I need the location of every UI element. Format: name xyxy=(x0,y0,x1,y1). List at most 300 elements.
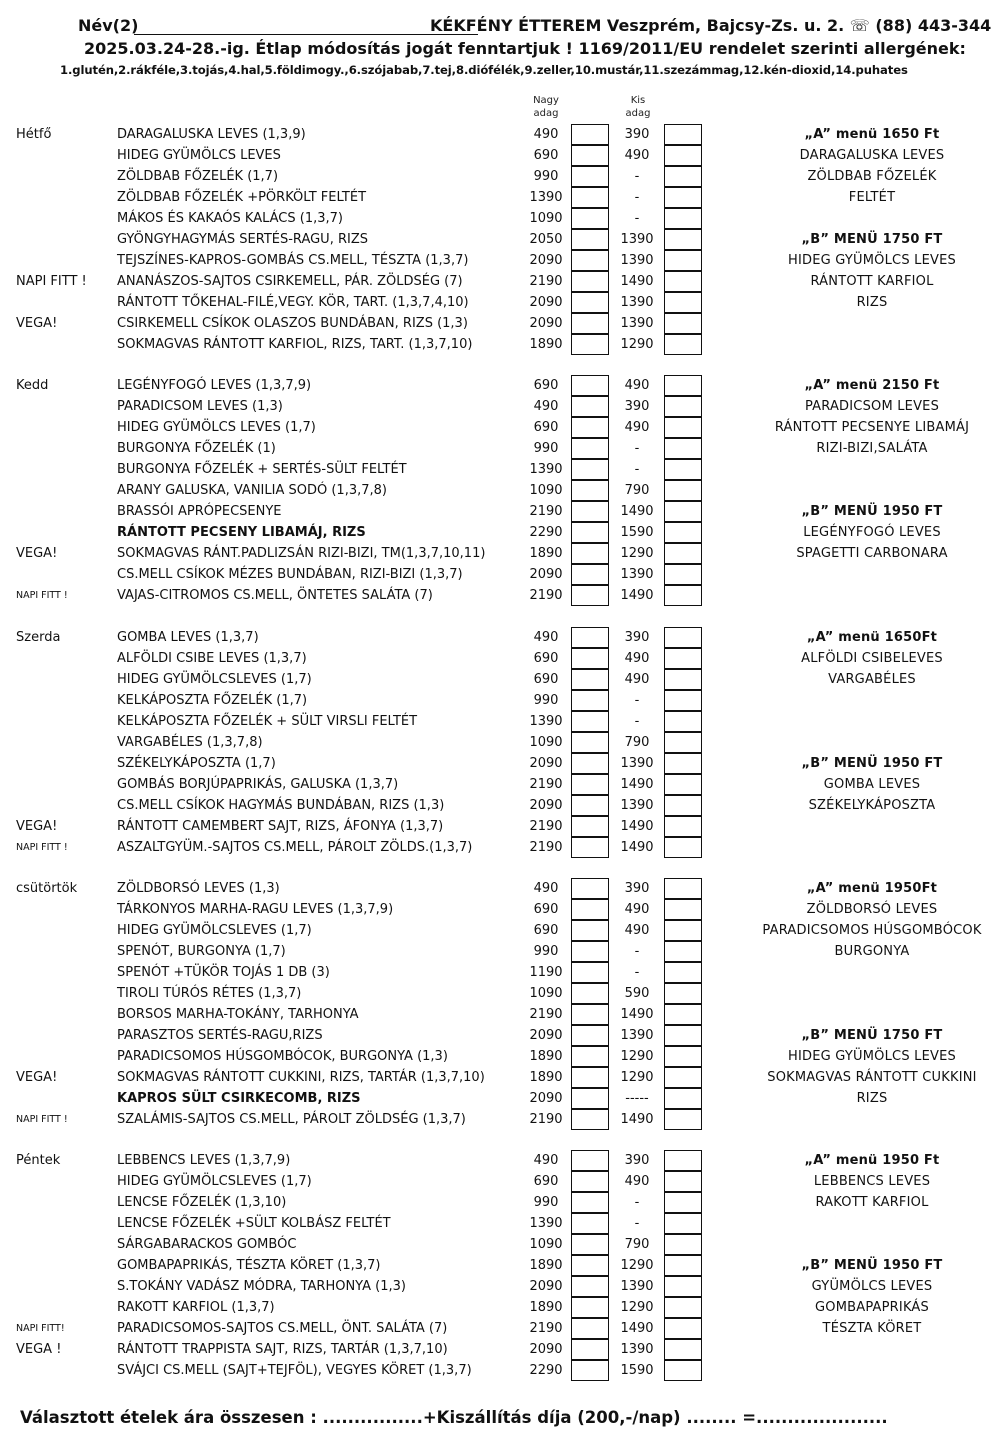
quantity-box-large[interactable] xyxy=(571,837,609,858)
price-small: 1490 xyxy=(620,839,654,855)
price-small: - xyxy=(634,964,640,980)
price-large: 1890 xyxy=(529,1048,563,1064)
quantity-box-small[interactable] xyxy=(664,229,702,250)
quantity-box-large[interactable] xyxy=(571,1318,609,1339)
price-small: 1490 xyxy=(620,818,654,834)
price-small: 1390 xyxy=(620,315,654,331)
quantity-box-small[interactable] xyxy=(664,1213,702,1234)
price-small: - xyxy=(634,1194,640,1210)
menu-row xyxy=(0,837,1000,858)
quantity-box-small[interactable] xyxy=(664,774,702,795)
menu-row xyxy=(0,1025,1000,1046)
price-large: 990 xyxy=(533,943,559,959)
quantity-box-large[interactable] xyxy=(571,1025,609,1046)
daily-menu-text: RIZS xyxy=(856,1090,888,1106)
quantity-box-large[interactable] xyxy=(571,585,609,606)
quantity-box-large[interactable] xyxy=(571,1088,609,1109)
daily-menu-text: GOMBA LEVES xyxy=(823,776,921,792)
daily-menu-text: „B” MENÜ 1750 FT xyxy=(801,1027,943,1043)
daily-menu-text: GYÜMÖLCS LEVES xyxy=(811,1278,933,1294)
daily-menu-text: HIDEG GYÜMÖLCS LEVES xyxy=(788,1048,956,1064)
price-large: 1890 xyxy=(529,1257,563,1273)
menu-row xyxy=(0,271,1000,292)
menu-row xyxy=(0,1004,1000,1025)
quantity-box-large[interactable] xyxy=(571,1004,609,1025)
quantity-box-large[interactable] xyxy=(571,438,609,459)
quantity-box-large[interactable] xyxy=(571,1213,609,1234)
row-tag: VEGA! xyxy=(16,1069,58,1085)
price-small: 790 xyxy=(624,734,650,750)
quantity-box-large[interactable] xyxy=(571,166,609,187)
menu-row xyxy=(0,1339,1000,1360)
price-large: 690 xyxy=(533,651,559,666)
row-tag: VEGA! xyxy=(16,315,58,331)
price-small: 1290 xyxy=(620,545,654,561)
price-small: 1390 xyxy=(620,294,654,310)
dish-name: PARADICSOMOS-SAJTOS CS.MELL, ÖNT. SALÁTA (7) xyxy=(117,1320,448,1336)
menu-row xyxy=(0,1109,1000,1130)
quantity-box-large[interactable] xyxy=(571,1255,609,1276)
menu-row xyxy=(0,208,1000,229)
price-large: 2090 xyxy=(529,315,563,331)
quantity-box-large[interactable] xyxy=(571,501,609,522)
quantity-box-small[interactable] xyxy=(664,187,702,208)
column-head-small-line1: Kis xyxy=(630,95,646,106)
quantity-box-large[interactable] xyxy=(571,711,609,732)
price-large: 2290 xyxy=(529,524,563,540)
quantity-box-large[interactable] xyxy=(571,1192,609,1213)
quantity-box-small[interactable] xyxy=(664,334,702,355)
quantity-box-small[interactable] xyxy=(664,1339,702,1360)
quantity-box-small[interactable] xyxy=(664,250,702,271)
daily-menu-text: PARADICSOM LEVES xyxy=(804,398,940,414)
quantity-box-small[interactable] xyxy=(664,795,702,816)
quantity-box-large[interactable] xyxy=(571,522,609,543)
price-large: 690 xyxy=(533,147,559,163)
price-large: 2090 xyxy=(529,797,563,813)
quantity-box-small[interactable] xyxy=(664,145,702,166)
menu-row xyxy=(0,627,1000,648)
quantity-box-large[interactable] xyxy=(571,1150,609,1171)
quantity-box-small[interactable] xyxy=(664,1297,702,1318)
column-head-large-line2: adag xyxy=(533,108,559,119)
dish-name: HIDEG GYÜMÖLCSLEVES (1,7) xyxy=(117,1174,312,1189)
price-large: 690 xyxy=(533,922,559,938)
price-large: 2290 xyxy=(529,1362,563,1378)
dish-name: ZÖLDBAB FŐZELÉK (1,7) xyxy=(117,168,279,184)
quantity-box-large[interactable] xyxy=(571,187,609,208)
daily-menu-text: „B” MENÜ 1750 FT xyxy=(801,231,943,247)
dish-name: SOKMAGVAS RÁNTOTT KARFIOL, RIZS, TART. (1,3,7,10) xyxy=(117,336,473,352)
price-large: 990 xyxy=(533,692,559,708)
quantity-box-large[interactable] xyxy=(571,459,609,480)
menu-row xyxy=(0,145,1000,166)
menu-row xyxy=(0,313,1000,334)
quantity-box-small[interactable] xyxy=(664,648,702,669)
price-large: 990 xyxy=(533,168,559,184)
menu-row xyxy=(0,334,1000,355)
price-large: 1390 xyxy=(529,189,563,205)
price-small: 390 xyxy=(624,881,650,896)
menu-row xyxy=(0,166,1000,187)
price-large: 690 xyxy=(533,1174,559,1189)
price-small: 1290 xyxy=(620,1299,654,1315)
quantity-box-small[interactable] xyxy=(664,1067,702,1088)
price-large: 1890 xyxy=(529,336,563,352)
price-small: 490 xyxy=(624,651,650,666)
row-tag: NAPI FITT ! xyxy=(16,589,68,601)
price-small: - xyxy=(634,943,640,959)
price-large: 1090 xyxy=(529,482,563,498)
quantity-box-small[interactable] xyxy=(664,438,702,459)
menu-row xyxy=(0,1255,1000,1276)
quantity-box-large[interactable] xyxy=(571,962,609,983)
quantity-box-small[interactable] xyxy=(664,941,702,962)
quantity-box-large[interactable] xyxy=(571,417,609,438)
quantity-box-large[interactable] xyxy=(571,732,609,753)
price-small: - xyxy=(634,461,640,477)
daily-menu-text: ZÖLDBORSÓ LEVES xyxy=(806,902,938,917)
price-small: 1390 xyxy=(620,755,654,771)
dish-name: GOMBÁS BORJÚPAPRIKÁS, GALUSKA (1,3,7) xyxy=(117,776,399,792)
column-head-small-line2: adag xyxy=(625,108,651,119)
name-input-line[interactable] xyxy=(134,34,478,35)
daily-menu-text: TÉSZTA KÖRET xyxy=(822,1320,922,1336)
quantity-box-small[interactable] xyxy=(664,732,702,753)
row-tag: Kedd xyxy=(16,378,49,393)
menu-row xyxy=(0,899,1000,920)
price-small: 1490 xyxy=(620,1006,654,1022)
quantity-box-large[interactable] xyxy=(571,1339,609,1360)
price-large: 2190 xyxy=(529,839,563,855)
quantity-box-large[interactable] xyxy=(571,208,609,229)
quantity-box-large[interactable] xyxy=(571,564,609,585)
dish-name: VAJAS-CITROMOS CS.MELL, ÖNTETES SALÁTA (7) xyxy=(117,587,433,603)
price-small: 390 xyxy=(624,630,650,645)
daily-menu-text: „A” menü 1950 Ft xyxy=(804,1153,940,1168)
dish-name: SVÁJCI CS.MELL (SAJT+TEJFÖL), VEGYES KÖRET (1,3,7) xyxy=(117,1362,472,1378)
quantity-box-small[interactable] xyxy=(664,564,702,585)
quantity-box-large[interactable] xyxy=(571,1046,609,1067)
dish-name: ZÖLDBORSÓ LEVES (1,3) xyxy=(117,881,280,896)
price-large: 2190 xyxy=(529,273,563,289)
quantity-box-small[interactable] xyxy=(664,396,702,417)
menu-row xyxy=(0,1276,1000,1297)
price-small: 390 xyxy=(624,1153,650,1168)
quantity-box-small[interactable] xyxy=(664,920,702,941)
price-small: 1390 xyxy=(620,252,654,268)
row-tag: VEGA ! xyxy=(16,1341,62,1357)
dish-name: S.TOKÁNY VADÁSZ MÓDRA, TARHONYA (1,3) xyxy=(117,1278,406,1294)
quantity-box-small[interactable] xyxy=(664,271,702,292)
quantity-box-large[interactable] xyxy=(571,669,609,690)
dish-name: ALFÖLDI CSIBE LEVES (1,3,7) xyxy=(117,651,307,666)
price-small: 1490 xyxy=(620,1320,654,1336)
price-small: 390 xyxy=(624,398,650,414)
quantity-box-small[interactable] xyxy=(664,837,702,858)
quantity-box-small[interactable] xyxy=(664,627,702,648)
quantity-box-small[interactable] xyxy=(664,292,702,313)
quantity-box-large[interactable] xyxy=(571,816,609,837)
price-large: 2190 xyxy=(529,503,563,519)
header-title-line xyxy=(78,14,992,42)
dish-name: DARAGALUSKA LEVES (1,3,9) xyxy=(117,127,306,142)
dish-name: LEGÉNYFOGÓ LEVES (1,3,7,9) xyxy=(117,378,312,393)
quantity-box-small[interactable] xyxy=(664,899,702,920)
daily-menu-text: GOMBAPAPRIKÁS xyxy=(815,1299,929,1315)
quantity-box-small[interactable] xyxy=(664,816,702,837)
date-notice: 2025.03.24-28.-ig. Étlap módosítás jogát fenntartjuk ! 1169/2011/EU rendelet szerinti allergének: xyxy=(84,39,966,58)
price-large: 990 xyxy=(533,440,559,456)
daily-menu-text: LEGÉNYFOGÓ LEVES xyxy=(803,524,941,540)
quantity-box-large[interactable] xyxy=(571,1234,609,1255)
menu-row xyxy=(0,1171,1000,1192)
daily-menu-text: „A” menü 1650Ft xyxy=(806,630,938,645)
quantity-box-large[interactable] xyxy=(571,250,609,271)
dish-name: CSIRKEMELL CSÍKOK OLASZOS BUNDÁBAN, RIZS (1,3) xyxy=(117,315,468,331)
quantity-box-large[interactable] xyxy=(571,1276,609,1297)
quantity-box-small[interactable] xyxy=(664,166,702,187)
menu-row xyxy=(0,1046,1000,1067)
dish-name: BRASSÓI APRÓPECSENYE xyxy=(117,503,282,519)
quantity-box-large[interactable] xyxy=(571,124,609,145)
quantity-box-small[interactable] xyxy=(664,1318,702,1339)
price-large: 690 xyxy=(533,671,559,687)
menu-row xyxy=(0,250,1000,271)
price-small: 590 xyxy=(624,985,650,1001)
quantity-box-large[interactable] xyxy=(571,1360,609,1381)
quantity-box-small[interactable] xyxy=(664,1109,702,1130)
daily-menu-text: SPAGETTI CARBONARA xyxy=(796,545,948,561)
price-small: - xyxy=(634,692,640,708)
quantity-box-small[interactable] xyxy=(664,983,702,1004)
quantity-box-large[interactable] xyxy=(571,1171,609,1192)
row-tag: csütörtök xyxy=(16,881,78,896)
menu-row xyxy=(0,983,1000,1004)
quantity-box-small[interactable] xyxy=(664,375,702,396)
quantity-box-small[interactable] xyxy=(664,1025,702,1046)
quantity-box-large[interactable] xyxy=(571,878,609,899)
quantity-box-small[interactable] xyxy=(664,1004,702,1025)
price-small: 1390 xyxy=(620,1341,654,1357)
dish-name: RAKOTT KARFIOL (1,3,7) xyxy=(117,1299,275,1315)
daily-menu-text: „A” menü 1650 Ft xyxy=(804,127,940,142)
menu-row xyxy=(0,816,1000,837)
price-large: 1090 xyxy=(529,985,563,1001)
column-head-small xyxy=(616,94,660,120)
dish-name: RÁNTOTT CAMEMBERT SAJT, RIZS, ÁFONYA (1,3,7) xyxy=(117,818,444,834)
quantity-box-small[interactable] xyxy=(664,669,702,690)
price-small: 1290 xyxy=(620,336,654,352)
price-small: 1390 xyxy=(620,1027,654,1043)
menu-row xyxy=(0,564,1000,585)
menu-row xyxy=(0,774,1000,795)
menu-row xyxy=(0,292,1000,313)
price-small: 1590 xyxy=(620,1362,654,1378)
price-large: 2090 xyxy=(529,1090,563,1106)
quantity-box-small[interactable] xyxy=(664,1276,702,1297)
price-large: 2090 xyxy=(529,252,563,268)
price-large: 490 xyxy=(533,1153,559,1168)
menu-row xyxy=(0,417,1000,438)
quantity-box-small[interactable] xyxy=(664,543,702,564)
price-small: 390 xyxy=(624,127,650,142)
price-large: 2190 xyxy=(529,818,563,834)
row-tag: NAPI FITT ! xyxy=(16,1113,68,1125)
dish-name: LENCSE FŐZELÉK (1,3,10) xyxy=(117,1194,287,1210)
price-small: 1290 xyxy=(620,1069,654,1085)
quantity-box-large[interactable] xyxy=(571,795,609,816)
price-large: 1190 xyxy=(529,964,563,980)
row-tag: NAPI FITT ! xyxy=(16,273,87,289)
quantity-box-large[interactable] xyxy=(571,1109,609,1130)
price-large: 1090 xyxy=(529,734,563,750)
menu-row xyxy=(0,501,1000,522)
price-large: 1890 xyxy=(529,1069,563,1085)
dish-name: HIDEG GYÜMÖLCSLEVES (1,7) xyxy=(117,671,312,687)
price-small: 1390 xyxy=(620,231,654,247)
dish-name: TIROLI TÚRÓS RÉTES (1,3,7) xyxy=(117,985,302,1001)
price-small: 490 xyxy=(624,419,650,435)
quantity-box-small[interactable] xyxy=(664,124,702,145)
price-large: 1390 xyxy=(529,713,563,729)
quantity-box-large[interactable] xyxy=(571,983,609,1004)
quantity-box-large[interactable] xyxy=(571,229,609,250)
quantity-box-small[interactable] xyxy=(664,1255,702,1276)
dish-name: KELKÁPOSZTA FŐZELÉK (1,7) xyxy=(117,692,308,708)
quantity-box-small[interactable] xyxy=(664,1171,702,1192)
menu-row xyxy=(0,522,1000,543)
quantity-box-large[interactable] xyxy=(571,543,609,564)
menu-row xyxy=(0,375,1000,396)
quantity-box-large[interactable] xyxy=(571,375,609,396)
price-large: 2190 xyxy=(529,587,563,603)
quantity-box-large[interactable] xyxy=(571,480,609,501)
dish-name: SÁRGABARACKOS GOMBÓC xyxy=(117,1236,297,1252)
menu-row xyxy=(0,124,1000,145)
quantity-box-large[interactable] xyxy=(571,899,609,920)
quantity-box-large[interactable] xyxy=(571,1297,609,1318)
quantity-box-large[interactable] xyxy=(571,396,609,417)
quantity-box-large[interactable] xyxy=(571,941,609,962)
menu-row xyxy=(0,920,1000,941)
daily-menu-text: „A” menü 2150 Ft xyxy=(804,378,940,393)
daily-menu-text: „B” MENÜ 1950 FT xyxy=(801,755,943,771)
quantity-box-large[interactable] xyxy=(571,627,609,648)
dish-name: SZALÁMIS-SAJTOS CS.MELL, PÁROLT ZÖLDSÉG (1,3,7) xyxy=(117,1111,466,1127)
dish-name: SZÉKELYKÁPOSZTA (1,7) xyxy=(117,755,276,771)
daily-menu-text: „B” MENÜ 1950 FT xyxy=(801,503,943,519)
quantity-box-large[interactable] xyxy=(571,292,609,313)
quantity-box-small[interactable] xyxy=(664,962,702,983)
quantity-box-small[interactable] xyxy=(664,313,702,334)
price-large: 2190 xyxy=(529,1006,563,1022)
menu-row xyxy=(0,1213,1000,1234)
quantity-box-small[interactable] xyxy=(664,1150,702,1171)
price-large: 990 xyxy=(533,1194,559,1210)
quantity-box-small[interactable] xyxy=(664,878,702,899)
quantity-box-small[interactable] xyxy=(664,417,702,438)
dish-name: TEJSZÍNES-KAPROS-GOMBÁS CS.MELL, TÉSZTA (1,3,7) xyxy=(117,252,469,268)
daily-menu-text: RIZI-BIZI,SALÁTA xyxy=(816,440,928,456)
daily-menu-text: „A” menü 1950Ft xyxy=(806,881,938,896)
price-large: 2190 xyxy=(529,1111,563,1127)
dish-name: LEBBENCS LEVES (1,3,7,9) xyxy=(117,1153,291,1168)
price-small: ----- xyxy=(625,1090,649,1106)
dish-name: RÁNTOTT TŐKEHAL-FILÉ,VEGY. KÖR, TART. (1,3,7,4,10) xyxy=(117,294,469,310)
row-tag: VEGA! xyxy=(16,818,58,834)
menu-row xyxy=(0,1150,1000,1171)
price-small: 1290 xyxy=(620,1257,654,1273)
dish-name: SOKMAGVAS RÁNT.PADLIZSÁN RIZI-BIZI, TM(1,3,7,10,11) xyxy=(117,545,486,561)
quantity-box-small[interactable] xyxy=(664,690,702,711)
dish-name: BORSOS MARHA-TOKÁNY, TARHONYA xyxy=(117,1006,359,1022)
quantity-box-small[interactable] xyxy=(664,501,702,522)
quantity-box-large[interactable] xyxy=(571,920,609,941)
menu-row xyxy=(0,1067,1000,1088)
price-small: 1390 xyxy=(620,1278,654,1294)
quantity-box-large[interactable] xyxy=(571,753,609,774)
quantity-box-large[interactable] xyxy=(571,690,609,711)
price-large: 490 xyxy=(533,630,559,645)
quantity-box-small[interactable] xyxy=(664,711,702,732)
daily-menu-text: SZÉKELYKÁPOSZTA xyxy=(808,797,936,813)
daily-menu-text: HIDEG GYÜMÖLCS LEVES xyxy=(788,252,956,268)
price-small: 1590 xyxy=(620,524,654,540)
menu-row xyxy=(0,732,1000,753)
quantity-box-small[interactable] xyxy=(664,459,702,480)
quantity-box-small[interactable] xyxy=(664,1234,702,1255)
quantity-box-small[interactable] xyxy=(664,1046,702,1067)
quantity-box-large[interactable] xyxy=(571,334,609,355)
dish-name: SPENÓT, BURGONYA (1,7) xyxy=(117,943,286,959)
menu-row xyxy=(0,1088,1000,1109)
menu-row xyxy=(0,711,1000,732)
price-small: - xyxy=(634,189,640,205)
menu-row xyxy=(0,648,1000,669)
price-large: 1390 xyxy=(529,461,563,477)
quantity-box-large[interactable] xyxy=(571,313,609,334)
quantity-box-small[interactable] xyxy=(664,1192,702,1213)
quantity-box-small[interactable] xyxy=(664,585,702,606)
quantity-box-large[interactable] xyxy=(571,1067,609,1088)
quantity-box-small[interactable] xyxy=(664,480,702,501)
quantity-box-large[interactable] xyxy=(571,145,609,166)
quantity-box-large[interactable] xyxy=(571,648,609,669)
quantity-box-large[interactable] xyxy=(571,271,609,292)
quantity-box-small[interactable] xyxy=(664,208,702,229)
quantity-box-small[interactable] xyxy=(664,753,702,774)
dish-name: BURGONYA FŐZELÉK (1) xyxy=(117,440,276,456)
price-small: 790 xyxy=(624,1236,650,1252)
price-large: 2090 xyxy=(529,1341,563,1357)
menu-row xyxy=(0,438,1000,459)
dish-name: BURGONYA FŐZELÉK + SERTÉS-SÜLT FELTÉT xyxy=(117,461,407,477)
row-tag: Hétfő xyxy=(16,127,52,142)
dish-name: PARASZTOS SERTÉS-RAGU,RIZS xyxy=(117,1027,323,1043)
quantity-box-small[interactable] xyxy=(664,522,702,543)
price-small: - xyxy=(634,168,640,184)
price-small: 1490 xyxy=(620,503,654,519)
daily-menu-text: RÁNTOTT KARFIOL xyxy=(810,273,934,289)
quantity-box-small[interactable] xyxy=(664,1360,702,1381)
row-tag: NAPI FITT ! xyxy=(16,841,68,853)
price-small: 490 xyxy=(624,671,650,687)
quantity-box-large[interactable] xyxy=(571,774,609,795)
dish-name: ARANY GALUSKA, VANILIA SODÓ (1,3,7,8) xyxy=(117,482,387,498)
quantity-box-small[interactable] xyxy=(664,1088,702,1109)
menu-row xyxy=(0,1360,1000,1381)
